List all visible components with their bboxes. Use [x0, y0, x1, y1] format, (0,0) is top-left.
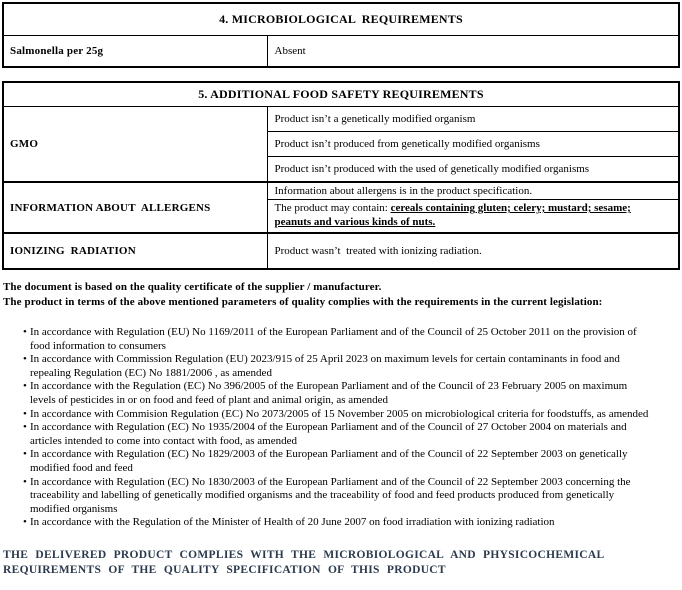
regulation-item: • In accordance with Regulation (EU) No 1169/2011 of the European Parliament and of the Council of 25 October 2011 on the provision of food information to consumers — [30, 326, 652, 353]
regulations-list — [2, 326, 652, 530]
table-row — [3, 36, 679, 68]
document-basis-line: The document is based on the quality certificate of the supplier / manufacturer. — [3, 281, 382, 293]
food-safety-table-title: 5. ADDITIONAL FOOD SAFETY REQUIREMENTS — [3, 82, 679, 107]
microbiological-table-title: 4. MICROBIOLOGICAL REQUIREMENTS — [3, 3, 679, 36]
table-row — [3, 182, 679, 200]
document-basis-paragraphs — [3, 280, 680, 310]
compliance-statement-line: REQUIREMENTS OF THE QUALITY SPECIFICATION OF THIS PRODUCT — [3, 563, 446, 576]
ionizing-radiation-label: IONIZING RADIATION — [3, 233, 267, 269]
allergens-statement-1: Information about allergens is in the product specification. — [267, 182, 679, 200]
allergens-label: INFORMATION ABOUT ALLERGENS — [3, 182, 267, 233]
regulation-item: • In accordance with Commission Regulation (EU) 2023/915 of 25 April 2023 on maximum levels for certain contaminants in food and repealing Regulation (EC) No 1881/2006 , as amended — [30, 353, 652, 380]
compliance-statement — [3, 548, 680, 578]
allergens-prefix: The product may contain: — [274, 202, 391, 214]
compliance-statement-line: THE DELIVERED PRODUCT COMPLIES WITH THE MICROBIOLOGICAL AND PHYSICOCHEMICAL — [3, 548, 605, 561]
regulation-item: • In accordance with Commision Regulation (EC) No 2073/2005 of 15 November 2005 on microbiological criteria for foodstuffs, as amended — [30, 408, 652, 422]
salmonella-label: Salmonella per 25g — [3, 36, 267, 68]
gmo-statement-3: Product isn’t produced with the used of genetically modified organisms — [267, 157, 679, 183]
gmo-statement-2: Product isn’t produced from genetically modified organisms — [267, 132, 679, 157]
salmonella-value: Absent — [267, 36, 679, 68]
allergens-list-emphasis: cereals containing gluten; celery; mustard; sesame; peanuts and various kinds of nuts. — [274, 202, 631, 228]
gmo-label: GMO — [3, 107, 267, 183]
regulation-item: • In accordance with the Regulation of the Minister of Health of 20 June 2007 on food irradiation with ionizing radiation — [30, 516, 652, 530]
allergens-may-contain-text — [275, 201, 643, 229]
gmo-statement-1: Product isn’t a genetically modified organism — [267, 107, 679, 132]
allergens-statement-2 — [267, 200, 679, 234]
table-row — [3, 233, 679, 269]
ionizing-radiation-value: Product wasn’t treated with ionizing radiation. — [267, 233, 679, 269]
compliance-intro-line: The product in terms of the above mentioned parameters of quality complies with the requirements in the current legislation: — [3, 296, 603, 308]
regulation-item: • In accordance with Regulation (EC) No 1830/2003 of the European Parliament and of the Council of 22 September 2003 concerning the traceability and labelling of genetically modified organisms and the traceability of food and feed products produced from genetically modified organisms — [30, 476, 652, 517]
regulation-item: • In accordance with Regulation (EC) No 1935/2004 of the European Parliament and of the Council of 27 October 2004 on materials and articles intended to come into contact with food, as amended — [30, 421, 652, 448]
food-safety-requirements-table — [2, 81, 680, 270]
regulation-item: • In accordance with Regulation (EC) No 1829/2003 of the European Parliament and of the Council of 22 September 2003 on genetically modified food and feed — [30, 448, 652, 475]
microbiological-requirements-table — [2, 2, 680, 68]
regulation-item: • In accordance with the Regulation (EC) No 396/2005 of the European Parliament and of the Council of 23 February 2005 on maximum levels of pesticides in or on food and feed of plant and animal origin, as amended — [30, 380, 652, 407]
table-row — [3, 107, 679, 132]
